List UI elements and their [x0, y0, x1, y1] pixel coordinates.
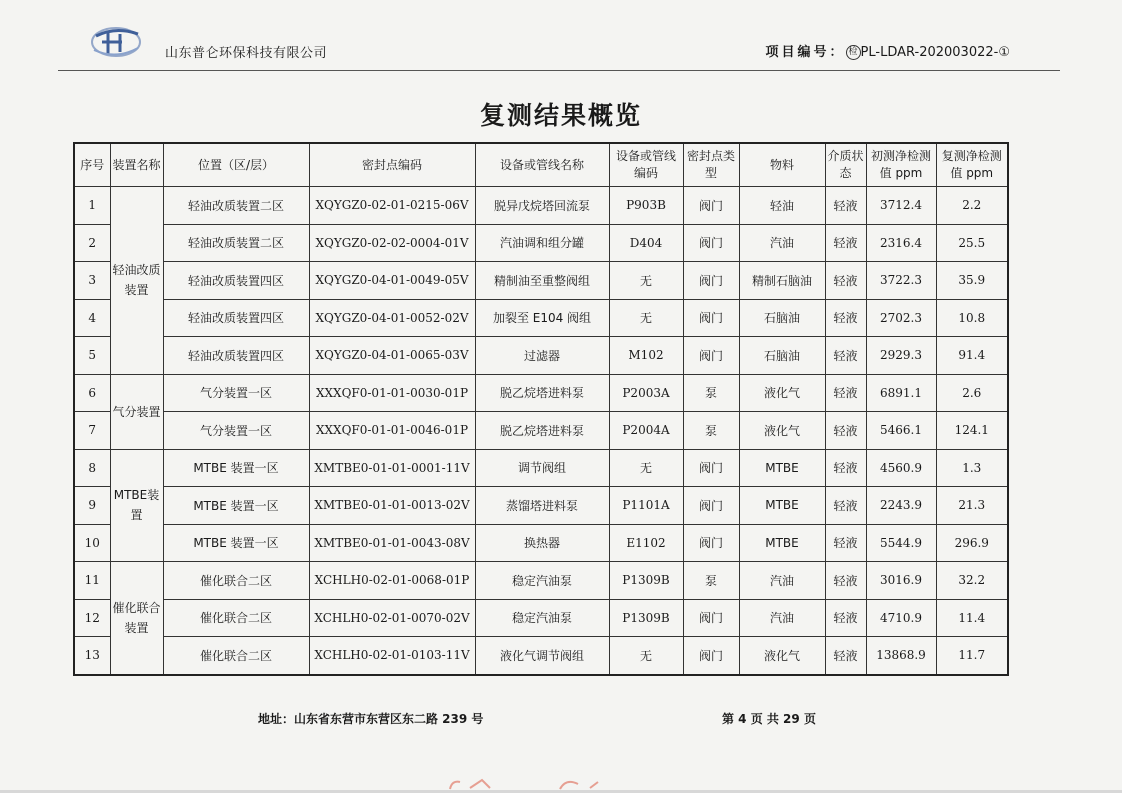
- cell-equipment-code: M102: [609, 337, 683, 375]
- table-row: [74, 599, 1008, 637]
- cell-seal-type: 阀门: [683, 487, 739, 525]
- cell-equipment: 换热器: [475, 524, 609, 562]
- cell-equipment: 稳定汽油泵: [475, 599, 609, 637]
- table-row: [74, 412, 1008, 450]
- cell-medium: 轻液: [825, 262, 866, 300]
- cell-location: 催化联合二区: [163, 637, 309, 675]
- cell-seal-code: XQYGZ0-02-02-0004-01V: [309, 224, 475, 262]
- cell-seal-code: XQYGZ0-04-01-0065-03V: [309, 337, 475, 375]
- cell-seq: 9: [74, 487, 110, 525]
- table-row: [74, 224, 1008, 262]
- cell-seal-type: 阀门: [683, 299, 739, 337]
- header-location: 位置（区/层）: [163, 143, 309, 187]
- cell-material: 汽油: [739, 562, 825, 600]
- cell-location: MTBE 装置一区: [163, 524, 309, 562]
- cell-seal-code: XMTBE0-01-01-0013-02V: [309, 487, 475, 525]
- cell-initial: 6891.1: [866, 374, 936, 412]
- project-number-value: PL-LDAR-202003022-①: [860, 45, 1010, 60]
- cell-material: 轻油: [739, 187, 825, 225]
- cell-medium: 轻液: [825, 599, 866, 637]
- cell-retest: 2.6: [936, 374, 1008, 412]
- cell-equipment-code: 无: [609, 262, 683, 300]
- cell-material: MTBE: [739, 449, 825, 487]
- header-seq: 序号: [74, 143, 110, 187]
- cell-seq: 2: [74, 224, 110, 262]
- cell-seal-code: XCHLH0-02-01-0070-02V: [309, 599, 475, 637]
- header-initial: 初测净检测值 ppm: [866, 143, 936, 187]
- cell-retest: 91.4: [936, 337, 1008, 375]
- cell-location: MTBE 装置一区: [163, 449, 309, 487]
- header-medium: 介质状态: [825, 143, 866, 187]
- table-row: [74, 187, 1008, 225]
- cell-seal-type: 阀门: [683, 224, 739, 262]
- cell-seal-type: 阀门: [683, 449, 739, 487]
- page-title: 复测结果概览: [479, 101, 642, 130]
- cell-seq: 1: [74, 187, 110, 225]
- project-label: 项目编号：: [765, 45, 846, 60]
- cell-retest: 296.9: [936, 524, 1008, 562]
- cell-seal-type: 泵: [683, 374, 739, 412]
- cell-medium: 轻液: [825, 449, 866, 487]
- cell-seq: 6: [74, 374, 110, 412]
- inspection-mark-icon: 检: [846, 45, 861, 60]
- page-number: 第 4 页 共 29 页: [722, 712, 816, 726]
- header-divider: [58, 70, 1060, 71]
- cell-material: 液化气: [739, 374, 825, 412]
- cell-equipment-code: 无: [609, 637, 683, 675]
- header-seal-type: 密封点类型: [683, 143, 739, 187]
- cell-equipment: 汽油调和组分罐: [475, 224, 609, 262]
- cell-seal-code: XXXQF0-01-01-0046-01P: [309, 412, 475, 450]
- cell-retest: 11.7: [936, 637, 1008, 675]
- cell-retest: 1.3: [936, 449, 1008, 487]
- cell-equipment: 稳定汽油泵: [475, 562, 609, 600]
- cell-retest: 124.1: [936, 412, 1008, 450]
- cell-equipment-code: P2003A: [609, 374, 683, 412]
- table-header-row: [74, 143, 1008, 187]
- cell-initial: 2929.3: [866, 337, 936, 375]
- header-equipment-code: 设备或管线编码: [609, 143, 683, 187]
- cell-equipment: 调节阀组: [475, 449, 609, 487]
- cell-seal-code: XCHLH0-02-01-0068-01P: [309, 562, 475, 600]
- cell-location: 气分装置一区: [163, 412, 309, 450]
- cell-initial: 2243.9: [866, 487, 936, 525]
- cell-seal-code: XQYGZ0-04-01-0049-05V: [309, 262, 475, 300]
- cell-initial: 3016.9: [866, 562, 936, 600]
- cell-initial: 3722.3: [866, 262, 936, 300]
- cell-retest: 10.8: [936, 299, 1008, 337]
- cell-equipment-code: P1101A: [609, 487, 683, 525]
- cell-retest: 21.3: [936, 487, 1008, 525]
- cell-initial: 2702.3: [866, 299, 936, 337]
- cell-seal-type: 阀门: [683, 637, 739, 675]
- cell-seq: 12: [74, 599, 110, 637]
- cell-location: 催化联合二区: [163, 562, 309, 600]
- cell-location: 催化联合二区: [163, 599, 309, 637]
- cell-equipment: 脱乙烷塔进料泵: [475, 374, 609, 412]
- cell-seq: 4: [74, 299, 110, 337]
- cell-unit-name: MTBE装置: [110, 449, 163, 562]
- cell-seal-type: 阀门: [683, 599, 739, 637]
- cell-location: 轻油改质装置二区: [163, 187, 309, 225]
- cell-medium: 轻液: [825, 299, 866, 337]
- cell-seq: 5: [74, 337, 110, 375]
- cell-location: 轻油改质装置四区: [163, 262, 309, 300]
- cell-seal-code: XQYGZ0-04-01-0052-02V: [309, 299, 475, 337]
- cell-seq: 7: [74, 412, 110, 450]
- cell-equipment: 脱异戊烷塔回流泵: [475, 187, 609, 225]
- table-row: [74, 299, 1008, 337]
- cell-seal-type: 阀门: [683, 524, 739, 562]
- cell-equipment-code: P1309B: [609, 562, 683, 600]
- table-row: [74, 487, 1008, 525]
- table-row: [74, 262, 1008, 300]
- cell-equipment-code: 无: [609, 449, 683, 487]
- header-material: 物料: [739, 143, 825, 187]
- cell-initial: 3712.4: [866, 187, 936, 225]
- cell-medium: 轻液: [825, 337, 866, 375]
- table-row: [74, 374, 1008, 412]
- cell-equipment-code: D404: [609, 224, 683, 262]
- cell-seq: 10: [74, 524, 110, 562]
- cell-equipment: 精制油至重整阀组: [475, 262, 609, 300]
- cell-equipment: 脱乙烷塔进料泵: [475, 412, 609, 450]
- header-equipment: 设备或管线名称: [475, 143, 609, 187]
- cell-material: 精制石脑油: [739, 262, 825, 300]
- cell-retest: 11.4: [936, 599, 1008, 637]
- cell-unit-name: 气分装置: [110, 374, 163, 449]
- cell-initial: 13868.9: [866, 637, 936, 675]
- cell-medium: 轻液: [825, 487, 866, 525]
- table-row: [74, 637, 1008, 675]
- cell-initial: 4710.9: [866, 599, 936, 637]
- cell-medium: 轻液: [825, 224, 866, 262]
- cell-seal-type: 阀门: [683, 187, 739, 225]
- cell-seal-code: XMTBE0-01-01-0043-08V: [309, 524, 475, 562]
- cell-medium: 轻液: [825, 637, 866, 675]
- cell-seal-code: XMTBE0-01-01-0001-11V: [309, 449, 475, 487]
- cell-retest: 32.2: [936, 562, 1008, 600]
- cell-seq: 11: [74, 562, 110, 600]
- cell-location: MTBE 装置一区: [163, 487, 309, 525]
- cell-material: 石脑油: [739, 337, 825, 375]
- cell-equipment: 过滤器: [475, 337, 609, 375]
- cell-equipment-code: P2004A: [609, 412, 683, 450]
- cell-seq: 3: [74, 262, 110, 300]
- cell-seal-code: XXXQF0-01-01-0030-01P: [309, 374, 475, 412]
- cell-unit-name: 轻油改质装置: [110, 187, 163, 375]
- header-unit: 装置名称: [110, 143, 163, 187]
- table-row: [74, 449, 1008, 487]
- footer-address: 地址：山东省东营市东营区东二路 239 号: [258, 712, 484, 726]
- cell-seal-type: 泵: [683, 412, 739, 450]
- project-number: [766, 41, 1010, 60]
- cell-equipment: 蒸馏塔进料泵: [475, 487, 609, 525]
- cell-initial: 5466.1: [866, 412, 936, 450]
- header-retest: 复测净检测值 ppm: [936, 143, 1008, 187]
- cell-medium: 轻液: [825, 562, 866, 600]
- cell-seal-type: 阀门: [683, 337, 739, 375]
- cell-material: 液化气: [739, 412, 825, 450]
- cell-initial: 5544.9: [866, 524, 936, 562]
- cell-material: MTBE: [739, 487, 825, 525]
- cell-equipment-code: P903B: [609, 187, 683, 225]
- cell-initial: 2316.4: [866, 224, 936, 262]
- cell-retest: 35.9: [936, 262, 1008, 300]
- table-row: [74, 562, 1008, 600]
- cell-material: 液化气: [739, 637, 825, 675]
- table-row: [74, 524, 1008, 562]
- cell-equipment-code: E1102: [609, 524, 683, 562]
- cell-seal-type: 泵: [683, 562, 739, 600]
- company-logo: [88, 22, 144, 62]
- cell-location: 轻油改质装置四区: [163, 299, 309, 337]
- company-name: 山东普仑环保科技有限公司: [165, 46, 328, 61]
- cell-medium: 轻液: [825, 374, 866, 412]
- cell-equipment: 加裂至 E104 阀组: [475, 299, 609, 337]
- cell-seal-code: XCHLH0-02-01-0103-11V: [309, 637, 475, 675]
- cell-seal-type: 阀门: [683, 262, 739, 300]
- cell-seq: 13: [74, 637, 110, 675]
- red-seal-fragment: [440, 776, 610, 790]
- cell-material: 汽油: [739, 224, 825, 262]
- cell-initial: 4560.9: [866, 449, 936, 487]
- cell-retest: 2.2: [936, 187, 1008, 225]
- cell-equipment: 液化气调节阀组: [475, 637, 609, 675]
- cell-medium: 轻液: [825, 524, 866, 562]
- cell-material: MTBE: [739, 524, 825, 562]
- table-row: [74, 337, 1008, 375]
- cell-unit-name: 催化联合装置: [110, 562, 163, 675]
- cell-location: 轻油改质装置四区: [163, 337, 309, 375]
- cell-location: 轻油改质装置二区: [163, 224, 309, 262]
- header-seal-code: 密封点编码: [309, 143, 475, 187]
- cell-retest: 25.5: [936, 224, 1008, 262]
- retest-results-table: [73, 142, 1009, 676]
- cell-medium: 轻液: [825, 412, 866, 450]
- cell-seq: 8: [74, 449, 110, 487]
- cell-equipment-code: 无: [609, 299, 683, 337]
- cell-material: 汽油: [739, 599, 825, 637]
- cell-location: 气分装置一区: [163, 374, 309, 412]
- cell-material: 石脑油: [739, 299, 825, 337]
- cell-seal-code: XQYGZ0-02-01-0215-06V: [309, 187, 475, 225]
- cell-equipment-code: P1309B: [609, 599, 683, 637]
- cell-medium: 轻液: [825, 187, 866, 225]
